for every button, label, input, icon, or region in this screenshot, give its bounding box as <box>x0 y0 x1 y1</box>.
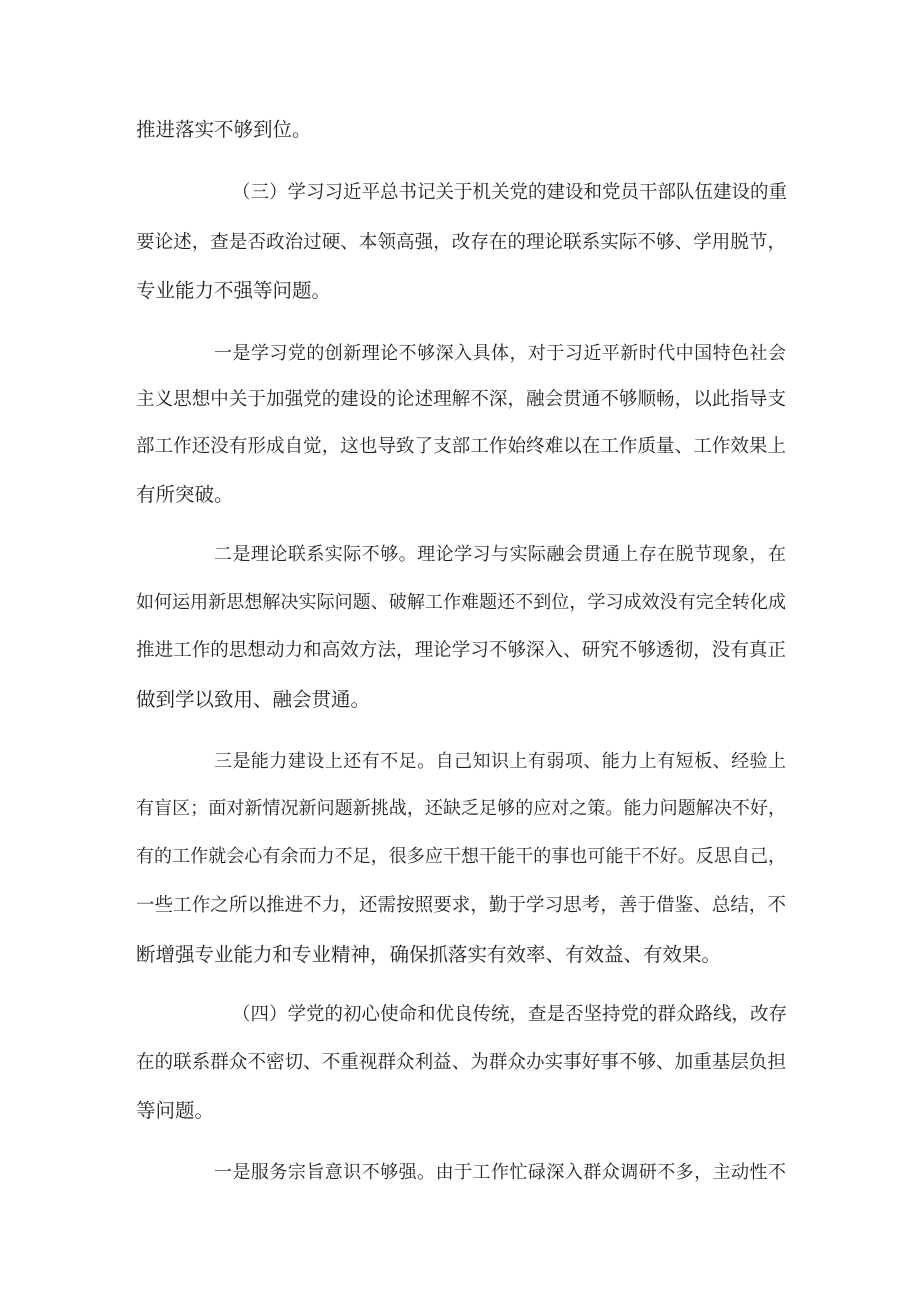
section-heading-line: 要论述，查是否政治过硬、本领高强，改存在的理论联系实际不够、学用脱节， <box>136 232 786 253</box>
section-heading-line: 专业能力不强等问题。 <box>136 279 332 302</box>
text-line: 部工作还没有形成自觉，这也导致了支部工作始终难以在工作质量、工作效果上 <box>136 436 786 457</box>
section-heading-line: 在的联系群众不密切、不重视群众利益、为群众办实事好事不够、加重基层负担 <box>136 1052 786 1073</box>
text-line: 有所突破。 <box>136 483 234 506</box>
section-heading-line: （四）学党的初心使命和优良传统，查是否坚持党的群众路线，改存 <box>232 1004 788 1025</box>
text-line: 主义思想中关于加强党的建设的论述理解不深，融会贯通不够顺畅，以此指导支 <box>136 389 786 410</box>
text-line: 有的工作就会心有余而力不足，很多应干想干能干的事也可能干不好。反思自己， <box>136 846 786 867</box>
text-line: 做到学以致用、融会贯通。 <box>136 688 371 711</box>
text-line: 一是服务宗旨意识不够强。由于工作忙碌深入群众调研不多，主动性不 <box>214 1162 786 1183</box>
text-line: 三是能力建设上还有不足。自己知识上有弱项、能力上有短板、经验上 <box>214 751 786 772</box>
text-line: 有盲区；面对新情况新问题新挑战，还缺乏足够的应对之策。能力问题解决不好， <box>136 798 786 819</box>
section-heading-line: 等问题。 <box>136 1099 215 1122</box>
text-line: 断增强专业能力和专业精神，确保抓落实有效率、有效益、有效果。 <box>136 943 722 966</box>
text-line: 如何运用新思想解决实际问题、破解工作难题还不到位，学习成效没有完全转化成 <box>136 592 786 613</box>
text-line: 推进落实不够到位。 <box>136 118 312 141</box>
text-line: 二是理论联系实际不够。理论学习与实际融会贯通上存在脱节现象，在 <box>214 544 786 565</box>
section-heading-line: （三）学习习近平总书记关于机关党的建设和党员干部队伍建设的重 <box>232 182 788 203</box>
text-line: 推进工作的思想动力和高效方法，理论学习不够深入、研究不够透彻，没有真正 <box>136 640 786 661</box>
text-line: 一是学习党的创新理论不够深入具体，对于习近平新时代中国特色社会 <box>214 343 786 364</box>
text-line: 一些工作之所以推进不力，还需按照要求，勤于学习思考，善于借鉴、总结，不 <box>136 895 786 916</box>
